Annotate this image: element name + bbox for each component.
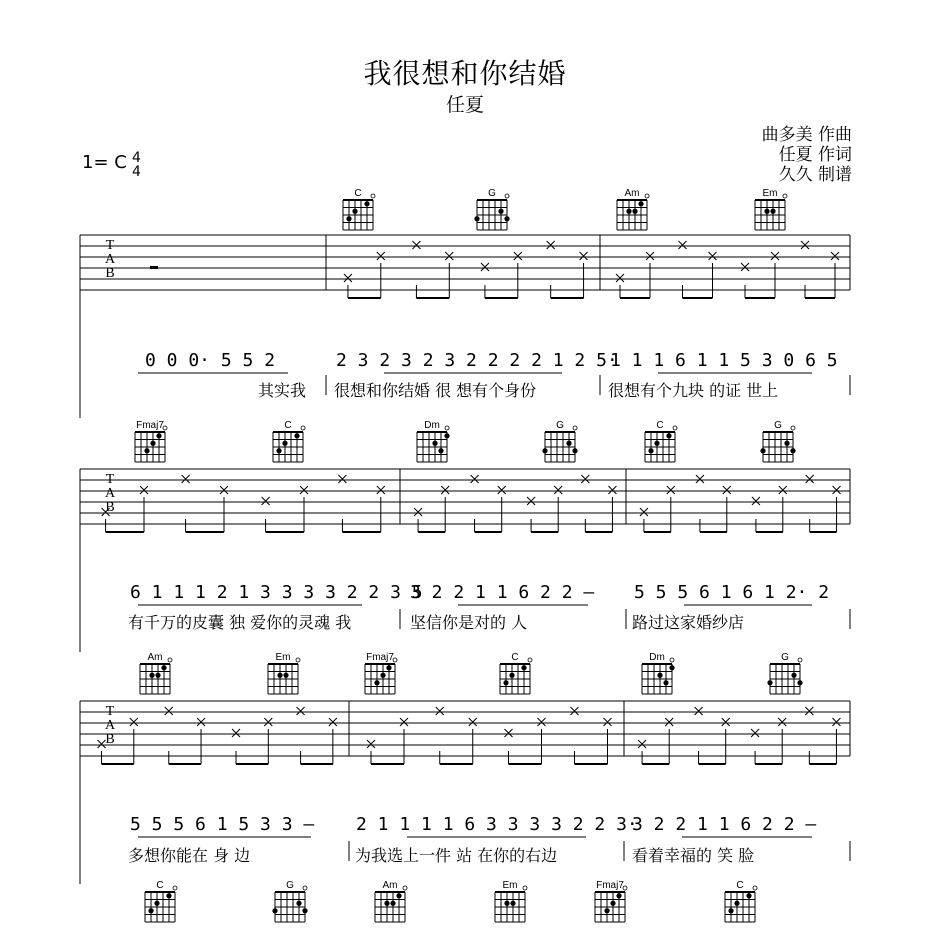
strum-mark [679,241,687,249]
tab-label-T: T [105,704,115,719]
chord-name-2-4: Dm [649,652,665,663]
strum-mark [264,718,272,726]
strum-mark [806,475,814,483]
transcriber-credit: 久久 制谱 [778,165,852,185]
chord-dot [764,209,769,214]
strum-mark [367,740,375,748]
chord-dot [294,433,299,438]
chord-name-3-3: Em [502,880,518,891]
numbered-notation-s1-m3: 1 1 1 6 1 1 5 3 0 6 5 [610,350,838,371]
chord-dot [364,201,369,206]
strum-mark [329,718,337,726]
singer-name: 任夏 [445,94,484,116]
strum-mark [571,707,579,715]
lyrics-s2-m2: 坚信你是对的 人 [410,613,528,632]
lyrics-s3-m2: 为我选上一件 站 在你的右边 [355,846,558,865]
chord-dot [272,908,277,913]
chord-dot [161,665,166,670]
chord-dot [572,448,577,453]
strum-mark [646,252,654,260]
open-string-marker [528,658,532,662]
chord-dot [154,901,159,906]
strum-mark [778,718,786,726]
strum-mark [436,707,444,715]
strum-mark [752,497,760,505]
time-signature-top: 4 [132,150,141,166]
strum-mark [338,475,346,483]
chord-dot [657,673,662,678]
numbered-notation-s3-m2: 2 1 1 1 1 6 3 3 3 3 2 2 3· [356,814,638,835]
tab-label-A: A [104,252,116,267]
strum-mark [165,707,173,715]
song-title: 我很想和你结婚 [363,57,567,90]
open-string-marker [371,194,375,198]
chord-dot [666,433,671,438]
lyrics-s2-m1: 有千万的皮囊 独 爱你的灵魂 我 [128,613,352,632]
chord-dot [510,901,515,906]
strum-mark [604,718,612,726]
strum-mark [696,475,704,483]
chord-name-0-1: G [488,188,496,199]
chord-dot [610,901,615,906]
strum-mark [412,241,420,249]
tab-label-B: B [105,266,115,281]
strum-mark [722,718,730,726]
strum-mark [640,508,648,516]
chord-name-3-1: G [286,880,294,891]
open-string-marker [168,658,172,662]
chord-dot [648,448,653,453]
chord-dot [760,448,765,453]
strum-mark [538,718,546,726]
strum-mark [709,252,717,260]
chord-name-3-0: C [156,880,164,891]
strum-mark [779,486,787,494]
strum-mark [414,508,422,516]
strum-mark [220,486,228,494]
chord-dot [638,201,643,206]
open-string-marker [445,426,449,430]
strum-mark [377,252,385,260]
chord-name-3-4: Fmaj7 [596,880,624,891]
chord-name-1-1: C [284,420,292,431]
chord-dot [390,901,395,906]
lyrics-s1-m3: 很想有个九块 的证 世上 [608,381,779,400]
tab-label-A: A [104,718,116,733]
chord-dot [380,673,385,678]
chord-dot [144,448,149,453]
chord-name-1-5: G [774,420,782,431]
chord-dot [521,665,526,670]
strum-mark [608,486,616,494]
chord-dot [791,673,796,678]
lyrics-s2-m3: 路过这家婚纱店 [632,613,745,632]
chord-dot [386,665,391,670]
chord-dot [504,216,509,221]
strum-mark [400,718,408,726]
strum-mark [498,486,506,494]
chord-name-2-0: Am [147,652,163,663]
chord-name-3-2: Am [382,880,398,891]
chord-dot [296,901,301,906]
strum-mark [471,475,479,483]
strum-mark [377,486,385,494]
chord-dot [346,216,351,221]
chord-dot [626,209,631,214]
strum-mark [554,486,562,494]
chord-dot [438,448,443,453]
strum-mark [469,718,477,726]
open-string-marker [670,658,674,662]
chord-dot [746,893,751,898]
open-string-marker [573,426,577,430]
strum-mark [831,252,839,260]
chord-dot [503,680,508,685]
chord-dot [148,908,153,913]
chord-dot [767,680,772,685]
strum-mark [771,252,779,260]
strum-mark [741,263,749,271]
numbered-notation-s2-m1: 6 1 1 1 2 1 3 3 3 3 2 2 3 5 [130,582,423,603]
chord-dot [166,893,171,898]
open-string-marker [753,886,757,890]
chord-dot [277,673,282,678]
chord-dot [770,209,775,214]
chord-dot [374,680,379,685]
chord-dot [784,441,789,446]
chord-dot [283,673,288,678]
chord-dot [498,209,503,214]
open-string-marker [798,658,802,662]
rest-mark [150,266,158,269]
strum-mark [581,475,589,483]
strum-mark [801,241,809,249]
chord-dot [728,908,733,913]
chord-dot [444,433,449,438]
chord-dot [790,448,795,453]
chord-name-0-2: Am [624,188,640,199]
open-string-marker [523,886,527,890]
strum-mark [751,729,759,737]
strum-mark [297,707,305,715]
chord-name-2-1: Em [275,652,291,663]
chord-dot [734,901,739,906]
chord-dot [474,216,479,221]
open-string-marker [673,426,677,430]
chord-dot [542,448,547,453]
numbered-notation-s2-m3: 5 5 5 6 1 6 1 2· 2 [634,582,830,603]
lyrics-s3-m3: 看着幸福的 笑 脸 [632,846,755,865]
strum-mark [130,718,138,726]
chord-dot [669,665,674,670]
chord-dot [616,893,621,898]
strum-mark [344,274,352,282]
chord-dot [384,901,389,906]
open-string-marker [505,194,509,198]
chord-name-0-0: C [354,188,362,199]
chord-dot [663,680,668,685]
chord-name-2-3: C [511,652,519,663]
chord-name-2-2: Fmaj7 [366,652,394,663]
strum-mark [695,707,703,715]
key-signature: 1= C [82,152,127,173]
strum-mark [665,718,673,726]
chord-dot [509,673,514,678]
chord-name-0-3: Em [762,188,778,199]
tab-label-B: B [105,732,115,747]
strum-mark [197,718,205,726]
strum-mark [262,497,270,505]
strum-mark [638,740,646,748]
numbered-notation-s2-m2: 3 2 2 1 1 6 2 2 – [410,582,595,603]
strum-mark [832,718,840,726]
strum-mark [232,729,240,737]
chord-name-1-2: Dm [424,420,440,431]
chord-dot [632,209,637,214]
strum-mark [140,486,148,494]
open-string-marker [173,886,177,890]
tab-label-B: B [105,500,115,515]
numbered-notation-s3-m3: 3 2 2 1 1 6 2 2 – [632,814,817,835]
open-string-marker [303,886,307,890]
strum-mark [805,707,813,715]
chord-dot [282,441,287,446]
strum-mark [300,486,308,494]
chord-name-1-3: G [556,420,564,431]
chord-dot [302,908,307,913]
strum-mark [514,252,522,260]
chord-dot [276,448,281,453]
chord-dot [504,901,509,906]
chord-dot [396,893,401,898]
open-string-marker [791,426,795,430]
open-string-marker [403,886,407,890]
tab-label-A: A [104,486,116,501]
strum-mark [182,475,190,483]
strum-mark [547,241,555,249]
composer-credit: 曲多美 作曲 [761,125,852,145]
strum-mark [580,252,588,260]
chord-name-3-5: C [736,880,744,891]
open-string-marker [783,194,787,198]
lyricist-credit: 任夏 作词 [778,145,852,165]
chord-name-1-0: Fmaj7 [136,420,164,431]
chord-dot [604,908,609,913]
chord-name-1-4: C [656,420,664,431]
strum-mark [481,263,489,271]
chord-dot [566,441,571,446]
chord-dot [654,441,659,446]
strum-mark [833,486,841,494]
lyrics-s3-m1: 多想你能在 身 边 [128,846,251,865]
numbered-notation-s3-m1: 5 5 5 6 1 5 3 3 – [130,814,315,835]
chord-dot [150,441,155,446]
strum-mark [98,740,106,748]
lyrics-s1-m2: 很想和你结婚 很 想有个身份 [334,381,537,400]
open-string-marker [296,658,300,662]
strum-mark [667,486,675,494]
time-signature-bottom: 4 [132,164,141,180]
strum-mark [441,486,449,494]
chord-dot [149,673,154,678]
strum-mark [445,252,453,260]
numbered-notation-s1-m2: 2 3 2 3 2 3 2 2 2 2 1 2 5· [336,350,618,371]
chord-dot [432,441,437,446]
open-string-marker [645,194,649,198]
chord-dot [155,673,160,678]
tab-label-T: T [105,472,115,487]
chord-dot [352,209,357,214]
tab-label-T: T [105,238,115,253]
open-string-marker [301,426,305,430]
numbered-notation-s1-m1: 0 0 0· 5 5 2 [145,350,276,371]
chord-name-2-5: G [781,652,789,663]
chord-dot [156,433,161,438]
strum-mark [505,729,513,737]
lyrics-s1-m1: 其实我 [258,381,307,400]
strum-mark [723,486,731,494]
strum-mark [616,274,624,282]
strum-mark [527,497,535,505]
chord-dot [797,680,802,685]
